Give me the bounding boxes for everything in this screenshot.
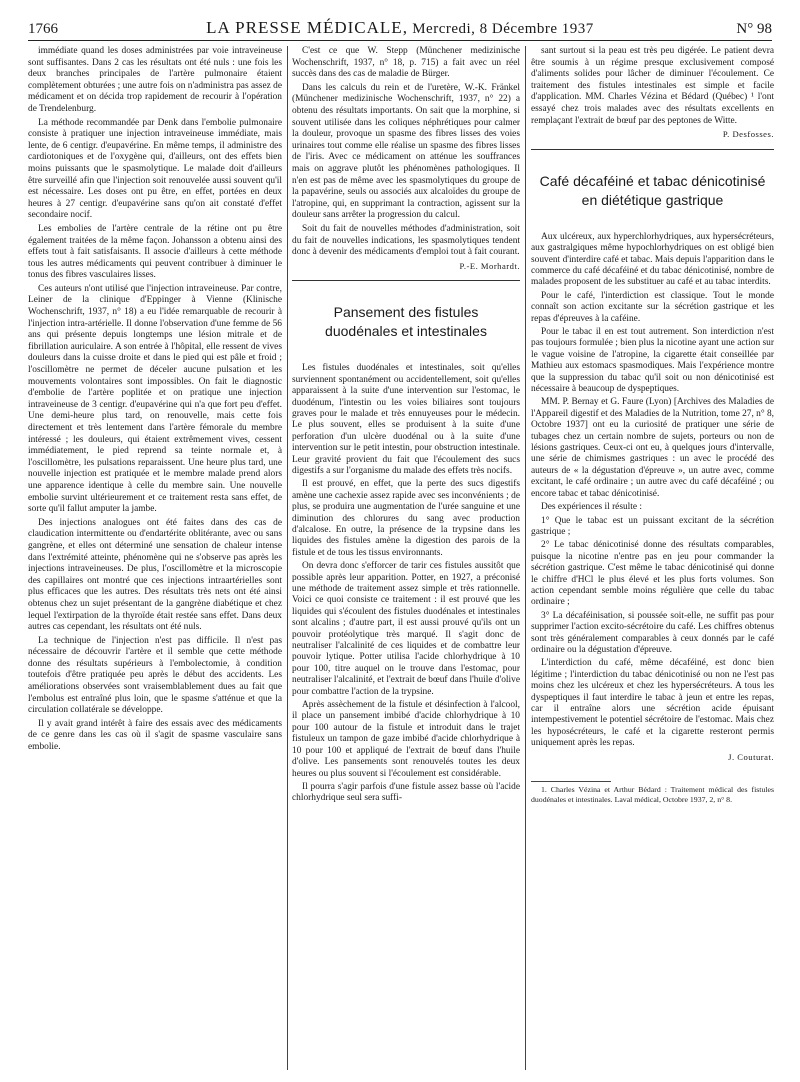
paragraph: 1° Que le tabac est un puissant excitant de la sécrétion gastrique ; (531, 515, 774, 537)
page-number: 1766 (28, 21, 58, 37)
paragraph: C'est ce que W. Stepp (Münchener medizinische Wochenschrift, 1937, n° 18, p. 715) a fait avec un réel succès dans des cas de maladie de Bürger. (292, 46, 520, 80)
paragraph: Des expériences il résulte : (541, 502, 643, 513)
paragraph: MM. P. Bernay et G. Faure (Lyon) [Archives des Maladies de l'Appareil digestif et des Maladies de la Nutrition, tome 27, n° 8, Octobre 1937] ont eu la curiosité de pratiquer une série de tubages chez un certain nombre de sujets, porteurs ou non de lésions gastriques. Ceux-ci ont eu, à quelques jours d'intervalle, une série de chimismes gastriques : un avec le procédé des auteurs de « la dégustation d'épreuve », un autre avec, comme excitant, le café ordinaire ; un autre avec du café décaféiné ; ou encore tabac et tabac dénicotinisé. (531, 397, 774, 499)
paragraph: L'interdiction du café, même décaféiné, est donc bien légitime ; l'interdiction du tabac dénicotinisé ou non ne l'est pas moins chez les ulcéreux et chez les hypersécréteurs. A tous les dyspeptiques il faut interdire le tabac à jeun et entre les repas, car il entraîne alors une sécrétion acide épuisant intempestivement le potentiel sécrétoire de l'estomac. Mais chez les hyposécréteurs, le café et la cigarette resteront permis uniquement après les repas. (531, 658, 774, 749)
paragraph: immédiate quand les doses administrées par voie intraveineuse sont suffisantes. Dans 2 cas les résultats ont été nuls : une fois les deux branches principales de l'artère pulmonaire étaient complètement obturées ; une autre fois on n'administra pas assez de médicament et on décida trop rapidement de recourir à l'opération de Trendelenburg. (28, 46, 282, 114)
journal-title-line (148, 18, 652, 38)
paragraph: Aux ulcéreux, aux hyperchlorhydriques, aux hypersécréteurs, aux gastralgiques même hypochlorhydriques on est obligé bien souvent d'interdire café et tabac. Mais depuis l'apparition dans le commerce du café décaféiné et du tabac dénicotinisé, nombre de malades proposent de les substituer au café et au tabac interdits. (531, 231, 774, 288)
paragraph: Il pourra s'agir parfois d'une fistule assez basse où l'acide chlorhydrique seul sera suffi- (292, 781, 520, 804)
journal-name: LA PRESSE MÉDICALE, (206, 18, 408, 37)
paragraph: Les embolies de l'artère centrale de la rétine ont pu être également traitées de la même façon. Johansson a obtenu ainsi des effets tout à fait satisfaisants. Il associe d'ailleurs à cette méthode tous les autres médicaments qui peuvent contribuer à diminuer le tonus des fibres vasculaires lisses. (28, 223, 282, 281)
paragraph: 3° La décaféinisation, si poussée soit-elle, ne suffit pas pour supprimer l'action excito-sécrétoire du café. Les chiffres obtenus sont très généralement comparables à ceux donnés par le café ordinaire ou la dégustation d'épreuve. (531, 610, 774, 655)
header-rule (28, 40, 772, 41)
author-signature: P. Desfosses. (722, 129, 774, 140)
article-body (531, 232, 774, 750)
column-divider-1 (287, 46, 288, 1070)
paragraph: Il est prouvé, en effet, que la perte des sucs digestifs amène une cachexie assez rapide avec ses inconvénients ; de plus, se produira une augmentation de l'urée sanguine et une diminution des chlorures du sang avec production d'alcalose. En outre, la présence de la trypsine dans les liquides des fistules amène la digestion des parois de la fistule et de tous les tissus environnants. (292, 479, 520, 558)
footnote-rule (531, 781, 611, 782)
paragraph: Des injections analogues ont été faites dans des cas de claudication intermittente ou d'endartérite oblitérante, avec ou sans gangrène, et elles ont déterminé une sensation de chaleur intense dans l'extrémité atteinte, phénomène qui ne s'observe pas après les injections intraveineuses. De plus, l'oscillomètre et la microscopie des capillaires ont montré que ces injections intraartérielles sont plus efficaces que les autres. Des résultats très nets ont été ainsi obtenus chez un sujet présentant de la gangrène diabétique et chez lequel l'extirpation de la thyroïde était restée sans effet. Dans deux autres cas cependant, les résultats ont été nuls. (28, 517, 282, 633)
paragraph: Ces auteurs n'ont utilisé que l'injection intraveineuse. Par contre, Leiner de la clinique d'Eppinger à Vienne (Klinische Wochenschrift, 1937, n° 18) a eu l'idée remarquable de recourir à l'injection intra-artérielle. Il donne l'observation d'une femme de 56 ans qui présente depuis longtemps une lésion mitrale et de fibrillation auriculaire. A son entrée à l'hôpital, elle ressent de vives douleurs dans la cuisse droite et dans le pied qui est pâle et froid ; l'oscillomètre ne permet de déceler aucune pulsation et les mouvements volontaires sont impossibles. On fait le diagnostic d'embolie de l'artère poplitée et on pratique une injection intraveineuse de 3 centigr. d'eupavérine qui n'a que fort peu d'effet. Une demi-heure plus tard, on renouvelle, mais cette fois directement et très lentement dans l'artère fémorale du membre intéressé ; les douleurs, qui étaient extrêmement vives, cessent immédiatement, le pied reprend sa teinte normale et, à l'oscillomètre, les pulsations reparaissent. Une heure plus tard, une nouvelle injection est pratiquée et le membre malade prend alors une apparence identique à celle du membre sain. Une nouvelle embolie survint ultérieurement et ce traitement resta sans effet, de sorte qu'il fallut amputer la jambe. (28, 283, 282, 515)
issue-date: Mercredi, 8 Décembre 1937 (412, 21, 594, 37)
author-signature: P.-E. Morhardt. (459, 260, 520, 271)
paragraph: La technique de l'injection n'est pas difficile. Il n'est pas nécessaire de découvrir l'artère et il semble que cette méthode donne des résultats supérieurs à l'embolectomie, à condition toutefois d'être pratiquée peu après le début des accidents. Les améliorations observées sont vraisemblablement dues au fait que l'embolus est entraîné plus loin, que le spasme s'atténue et que la circulation collatérale se développe. (28, 635, 282, 716)
page-header (28, 18, 772, 38)
paragraph: sant surtout si la peau est très peu digérée. Le patient devra être soumis à un régime presque exclusivement composé d'aliments solides pour lâcher de diminuer l'écoulement. Ce traitement des fistules intestinales est simple et facile d'application. MM. Charles Vézina et Bédard (Québec) ¹ l'ont essayé chez trois malades avec des résultats excellents en remplaçant l'extrait de bœuf par des peptones de Witte. (531, 46, 774, 126)
column-3 (531, 46, 774, 806)
article-separator (531, 149, 774, 150)
paragraph: 2° Le tabac dénicotinisé donne des résultats comparables, puisque la nicotine n'entre pas en jeu pour commander la sécrétion gastrique. C'est même le tabac dénicotinisé qui donne le chiffre d'HCl le plus élevé et les plus forts volumes. Son action cependant semble moins régulière que celle du tabac ordinaire ; (531, 540, 774, 608)
issue-number: N° 98 (736, 21, 772, 37)
article-body (292, 363, 520, 804)
article-separator (292, 280, 520, 281)
paragraph: Soit du fait de nouvelles méthodes d'administration, soit du fait de nouvelles indications, les spasmolytiques tendent donc à devenir des médicaments d'emploi tout à fait courant. (292, 223, 520, 258)
paragraph: La méthode recommandée par Denk dans l'embolie pulmonaire consiste à pratiquer une injection intraveineuse immédiate, mais lente, de 6 centigr. d'eupavérine. En même temps, il administre des cardiotoniques et de l'oxygène qui, d'ailleurs, ont des effets bien moins puissants que le spasmolytique. Le malade doit d'ailleurs être surveillé afin que l'injection soit renouvelée aussi souvent qu'il est nécessaire. Les doses ont pu être, en effet, portées en deux heures à 27 centigr. d'eupavérine sans qu'on ait constaté d'effet secondaire nocif. (28, 117, 282, 221)
paragraph: Il y avait grand intérêt à faire des essais avec des médicaments de ce genre dans les cas où il s'agit de spasme vasculaire sans embolie. (28, 718, 282, 753)
column-1 (28, 46, 282, 756)
article-title: Café décaféiné et tabac dénicotinisé en diététique gastrique (539, 172, 766, 208)
paragraph: Les fistules duodénales et intestinales, soit qu'elles surviennent spontanément ou accidentellement, soit qu'elles apparaissent à la suite d'une intervention sur l'estomac, le duodénum, l'intestin ou les voies biliaires sont toujours graves pour le malade et très ennuyeuses pour le médecin. Le plus souvent, elles se produisent à la suite d'une perforation d'un ulcère duodénal ou à la suite d'une intervention sur le petit intestin, pour obstruction intestinale. Leur gravité provient du fait que l'écoulement des sucs digestifs a sur l'organisme du malade des effets très nocifs. (292, 363, 520, 476)
paragraph: Après assèchement de la fistule et désinfection à l'alcool, il place un pansement imbibé d'acide chlorhydrique à 10 pour 100 autour de la fistule et introduit dans le trajet fistuleux un tampon de gaze imbibé d'acide chlorhydrique à 10 pour 100 et appliqué de l'extrait de bœuf dans l'huile d'olive. Les pansements sont renouvelés toutes les deux heures ou plus souvent si l'écoulement est considérable. (292, 700, 520, 779)
footnote: 1. Charles Vézina et Arthur Bédard : Traitement médical des fistules duodénales et intestinales. Laval médical, Octobre 1937, 2, n° 8. (531, 785, 774, 804)
author-signature: J. Couturat. (728, 751, 774, 762)
article-title: Pansement des fistules duodénales et intestinales (325, 304, 487, 340)
paragraph: Pour le tabac il en est tout autrement. Son interdiction n'est pas toujours formulée ; bien plus la nicotine ayant une action sur le vague voisine de l'atropine, la cigarette était conseillée par Mathieu aux estomacs spasmodiques. Mais l'expérience montre que la suppression du tabac qu'il soit ou non dénicotinisé est nécessaire à beaucoup de dyspeptiques. (531, 327, 774, 395)
paragraph: Dans les calculs du rein et de l'uretère, W.-K. Fränkel (Münchener medizinische Wochenschrift, 1937, n° 22) a obtenu des résultats importants. On sait que la morphine, si souvent utilisée dans les coliques néphrétiques pour calmer la douleur, provoque un spasme des fibres lisses des voies urinaires tout comme elle réalise un spasme des fibres lisses de l'iris. Avec ce médicament on atténue les souffrances mais on aggrave plutôt les phénomènes pathologiques. Il n'en est pas de même avec les spasmolytiques du groupe de la papavérine, seuls ou associés aux alcaloïdes du groupe de l'atropine, qui, en supprimant la contraction, agissent sur la douleur sans arrêter la progression du calcul. (292, 82, 520, 221)
column-divider-2 (525, 46, 526, 1070)
column-2 (292, 46, 520, 807)
paragraph: Pour le café, l'interdiction est classique. Tout le monde connaît son action excitante sur la sécrétion gastrique et les repas d'épreuves à la caféine. (531, 290, 774, 324)
paragraph: On devra donc s'efforcer de tarir ces fistules aussitôt que possible après leur apparition. Potter, en 1927, a préconisé une méthode de traitement assez simple et très rationnelle. Voici ce quoi consiste ce traitement : il est prouvé que les liquides qui s'écoulent des fistules duodénales et intestinales sont alcalins ; d'autre part, il est aussi prouvé qu'ils ont un pouvoir protéolytique très marqué. Il s'agit donc de neutraliser l'alcalinité de ces liquides et de combattre leur pouvoir lytique. Potter utilisa l'acide chlorhydrique à 10 pour 100, titre auquel on le trouve dans l'estomac, pour neutraliser l'alcalinité, et l'extrait de bœuf dans l'huile d'olive pour combattre l'action de la trypsine. (292, 561, 520, 697)
